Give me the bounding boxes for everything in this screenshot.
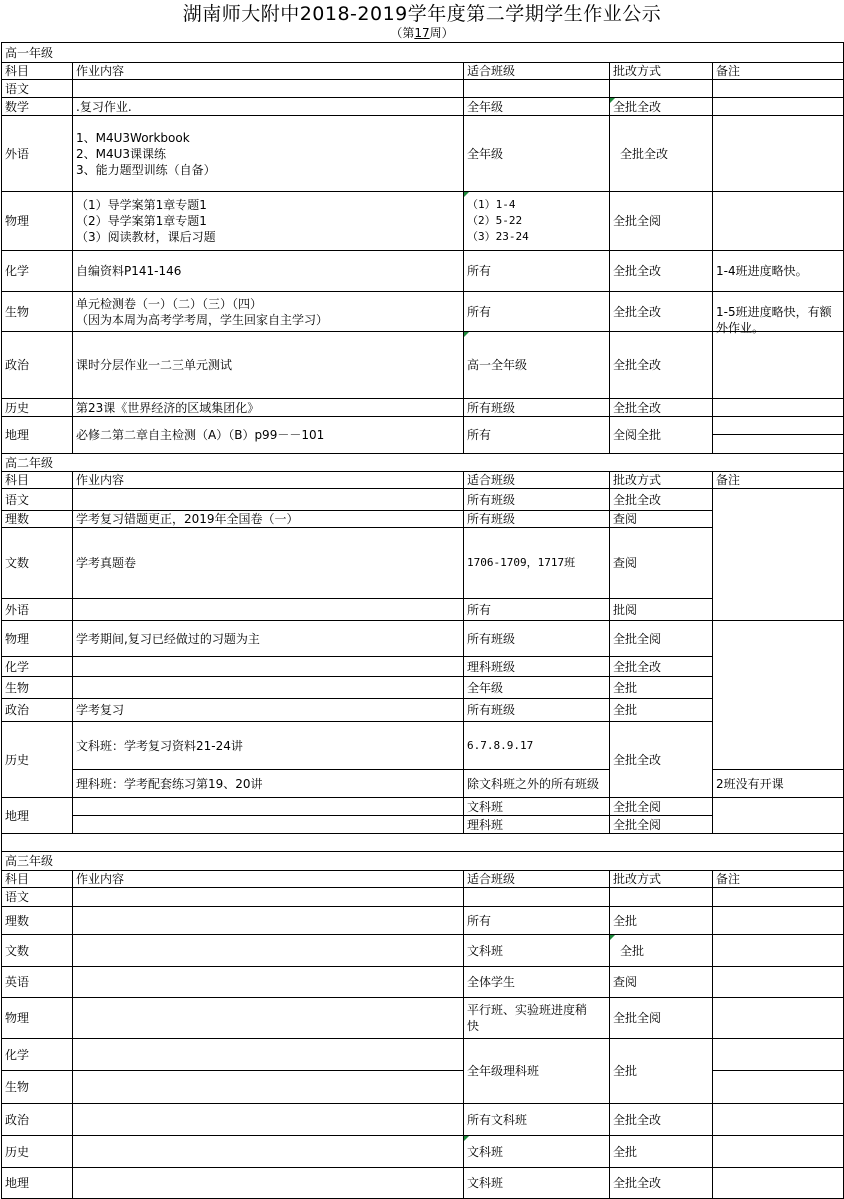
note-cell: 1-5班进度略快，有额外作业。 (716, 305, 832, 335)
method-cell: 全批 (620, 944, 645, 958)
column-header-method: 批改方式 (613, 64, 662, 78)
subject-cell: 数学 (5, 100, 30, 114)
note-cell (713, 943, 843, 959)
method-cell: 查阅 (613, 975, 638, 989)
grid-line (1, 250, 844, 251)
method-cell: 全批全改 (613, 753, 662, 767)
grid-line (712, 1070, 844, 1071)
content-cell: 必修二第二章自主检测（A）（B）p99－－101 (76, 428, 325, 442)
method-cell: 全批全改 (613, 1113, 662, 1127)
grade-divider (1, 42, 844, 43)
method-cell: 全批全阅 (613, 214, 662, 228)
method-cell: 全批 (613, 914, 638, 928)
grid-line (1, 97, 844, 98)
column-header-classes: 适合班级 (467, 872, 516, 886)
content-cell (73, 974, 463, 990)
note-cell (713, 1175, 843, 1191)
subject-cell: 政治 (5, 1113, 30, 1127)
content-cell (73, 1175, 463, 1191)
grid-line (1, 1070, 464, 1071)
classes-cell: 高一全年级 (467, 358, 528, 372)
grid-line (1, 656, 713, 657)
content-cell (73, 1079, 463, 1095)
classes-cell: 文科班 (467, 944, 504, 958)
grid-line (1, 966, 844, 967)
classes-cell: 全年级 (467, 681, 504, 695)
grid-line (1, 291, 844, 292)
classes-cell: 理科班 (467, 818, 504, 832)
classes-cell: 所有文科班 (467, 1113, 528, 1127)
grid-line (1, 79, 844, 80)
method-cell: 全批 (613, 1145, 638, 1159)
grid-line (1, 1135, 844, 1136)
method-cell: 全批全阅 (613, 800, 662, 814)
content-cell (73, 659, 463, 675)
content-cell (73, 943, 463, 959)
week-suffix: 周） (429, 26, 454, 40)
column-header-subject: 科目 (5, 64, 30, 78)
method-cell: 全批 (613, 703, 638, 717)
method-cell: 查阅 (613, 512, 638, 526)
grid-line (1, 1167, 844, 1168)
grid-line (72, 769, 610, 770)
subject-cell: 政治 (5, 703, 30, 717)
column-header-content: 作业内容 (76, 64, 125, 78)
classes-cell: 所有班级 (467, 632, 516, 646)
note-cell (713, 1079, 843, 1095)
method-cell: 全批全阅 (613, 1011, 662, 1025)
column-header-subject: 科目 (5, 872, 30, 886)
grade-title: 高一年级 (5, 46, 54, 60)
method-cell: 全批全改 (613, 1176, 662, 1190)
subject-cell: 历史 (5, 1145, 30, 1159)
subject-cell: 政治 (5, 358, 30, 372)
comment-marker (464, 332, 469, 337)
grid-line (1, 721, 713, 722)
comment-marker (610, 935, 615, 940)
subject-cell: 文数 (5, 556, 30, 570)
content-cell (73, 680, 463, 696)
classes-cell: 全年级 (467, 147, 504, 161)
content-cell (73, 81, 463, 97)
subject-cell: 理数 (5, 914, 30, 928)
method-cell: 全批全改 (613, 660, 662, 674)
classes-cell: 平行班、实验班进度稍 快 (467, 1003, 588, 1033)
subject-cell: 物理 (5, 632, 30, 646)
classes-cell (464, 889, 609, 905)
column-header-note: 备注 (716, 64, 741, 78)
column-header-note: 备注 (716, 872, 741, 886)
subject-cell: 地理 (5, 809, 30, 823)
method-cell: 全批全改 (613, 493, 662, 507)
column-header-classes: 适合班级 (467, 64, 516, 78)
subject-cell: 理数 (5, 512, 30, 526)
method-cell: 全批全改 (613, 305, 662, 319)
column-header-note: 备注 (716, 473, 741, 487)
grid-line (1, 527, 713, 528)
note-cell (713, 974, 843, 990)
method-cell: 全批全阅 (613, 632, 662, 646)
grid-line (1, 115, 844, 116)
grid-line (1, 698, 713, 699)
subject-cell: 化学 (5, 660, 30, 674)
content-cell (73, 1047, 463, 1063)
content-cell: （1）导学案第1章专题1 （2）导学案第1章专题1 （3）阅读教材，课后习题 (76, 198, 216, 244)
method-cell: 全阅全批 (613, 428, 662, 442)
subject-cell: 物理 (5, 214, 30, 228)
method-cell: 全批 (613, 681, 638, 695)
subject-cell: 文数 (5, 944, 30, 958)
classes-cell: 所有 (467, 305, 492, 319)
column-divider (609, 62, 610, 454)
classes-cell: 所有 (467, 914, 492, 928)
column-header-content: 作业内容 (76, 473, 125, 487)
classes-cell: 所有班级 (467, 401, 516, 415)
grid-line (1, 620, 844, 621)
content-cell: 文科班：学考复习资料21-24讲 (76, 739, 243, 753)
classes-cell: 文科班 (467, 1145, 504, 1159)
method-cell: 全批全改 (613, 358, 662, 372)
grid-line (1, 598, 713, 599)
content-cell: 学考真题卷 (76, 556, 137, 570)
content-cell (73, 913, 463, 929)
content-cell: .复习作业. (76, 100, 132, 114)
content-cell: 自编资料P141-146 (76, 264, 182, 278)
grid-line (1, 488, 844, 489)
classes-cell: 文科班 (467, 1176, 504, 1190)
note-cell (713, 427, 843, 443)
classes-cell: 全年级理科班 (467, 1064, 540, 1078)
grid-line (1, 833, 844, 834)
note-cell (713, 1010, 843, 1026)
content-cell (73, 1112, 463, 1128)
content-cell: 学考复习 (76, 703, 125, 717)
note-cell (713, 146, 843, 162)
note-cell (713, 99, 843, 115)
comment-marker (464, 1136, 469, 1141)
subject-cell: 历史 (5, 401, 30, 415)
note-cell (713, 1112, 843, 1128)
grade-divider (1, 453, 844, 454)
grid-line (1, 1038, 844, 1039)
classes-cell: 6.7.8.9.17 (467, 739, 534, 752)
method-cell: 查阅 (613, 556, 638, 570)
column-header-classes: 适合班级 (467, 473, 516, 487)
content-cell: 课时分层作业一二三单元测试 (76, 358, 233, 372)
subject-cell: 生物 (5, 305, 30, 319)
content-cell: 第23课《世界经济的区域集团化》 (76, 401, 260, 415)
note-cell: 1-4班进度略快。 (716, 264, 808, 278)
content-cell: 1、M4U3Workbook 2、M4U3课课练 3、能力题型训练（自备） (76, 131, 216, 177)
subject-cell: 化学 (5, 264, 30, 278)
grid-line (1, 676, 713, 677)
grade-title: 高二年级 (5, 456, 54, 470)
note-cell (713, 889, 843, 905)
grid-line (72, 815, 713, 816)
content-cell (73, 889, 463, 905)
week-prefix: （第 (390, 26, 415, 40)
content-cell: 单元检测卷（一）（二）（三）（四） （因为本周为高考学考周，学生回家自主学习） (76, 297, 329, 327)
subject-cell: 英语 (5, 975, 30, 989)
method-cell (610, 889, 712, 905)
method-cell: 全批全改 (613, 100, 662, 114)
note-cell: 2班没有开课 (716, 777, 784, 791)
grid-line (712, 797, 844, 798)
subject-cell: 化学 (5, 1048, 30, 1062)
column-header-content: 作业内容 (76, 872, 125, 886)
subject-cell: 生物 (5, 681, 30, 695)
subject-cell: 地理 (5, 428, 30, 442)
classes-cell: 所有 (467, 603, 492, 617)
classes-cell: 除文科班之外的所有班级 (467, 777, 600, 791)
classes-cell: 全年级 (467, 100, 504, 114)
classes-cell: 全体学生 (467, 975, 516, 989)
comment-marker (464, 192, 469, 197)
note-cell (713, 913, 843, 929)
subject-cell: 物理 (5, 1011, 30, 1025)
grid-line (1, 1103, 844, 1104)
note-cell (713, 357, 843, 373)
column-header-method: 批改方式 (613, 473, 662, 487)
grid-line (1, 934, 844, 935)
classes-cell: 所有 (467, 428, 492, 442)
grade-title: 高三年级 (5, 854, 54, 868)
column-divider (72, 62, 73, 454)
subject-cell: 地理 (5, 1176, 30, 1190)
grade-divider (1, 851, 844, 852)
classes-cell: （1）1-4 （2）5-22 （3）23-24 (467, 198, 529, 243)
page-title: 湖南师大附中2018-2019学年度第二学期学生作业公示 (182, 3, 662, 25)
comment-marker (610, 98, 615, 103)
classes-cell: 文科班 (467, 800, 504, 814)
grid-line (1, 906, 844, 907)
subject-cell: 生物 (5, 1080, 30, 1094)
method-cell: 批阅 (613, 603, 638, 617)
classes-cell: 1706-1709，1717班 (467, 556, 576, 569)
classes-cell: 所有班级 (467, 493, 516, 507)
subject-cell: 外语 (5, 147, 30, 161)
classes-cell (464, 81, 609, 97)
classes-cell: 理科班级 (467, 660, 516, 674)
grid-line (1, 997, 844, 998)
content-cell (73, 492, 463, 508)
subject-cell: 语文 (5, 82, 30, 96)
column-header-subject: 科目 (5, 473, 30, 487)
grid-line (712, 769, 844, 770)
column-divider (712, 62, 713, 454)
subject-cell: 语文 (5, 493, 30, 507)
grid-line (1, 416, 844, 417)
week-number: 17 (414, 26, 430, 40)
grid-line (1, 398, 844, 399)
column-header-method: 批改方式 (613, 872, 662, 886)
note-cell (713, 81, 843, 97)
method-cell (610, 81, 712, 97)
subject-cell: 语文 (5, 890, 30, 904)
method-cell: 全批 (613, 1064, 638, 1078)
content-cell (73, 1010, 463, 1026)
subject-cell: 历史 (5, 753, 30, 767)
content-cell: 理科班：学考配套练习第19、20讲 (76, 777, 263, 791)
classes-cell: 所有 (467, 264, 492, 278)
classes-cell: 所有班级 (467, 703, 516, 717)
grid-line (1, 887, 844, 888)
content-cell (73, 1144, 463, 1160)
content-cell: 学考复习错题更正，2019年全国卷（一） (76, 512, 299, 526)
column-divider (463, 62, 464, 454)
method-cell: 全批全阅 (613, 818, 662, 832)
note-cell (713, 1144, 843, 1160)
method-cell: 全批全改 (613, 401, 662, 415)
note-cell (713, 213, 843, 229)
method-cell: 全批全改 (620, 147, 669, 161)
content-cell (73, 602, 463, 618)
subject-cell: 外语 (5, 603, 30, 617)
note-cell (713, 1047, 843, 1063)
classes-cell: 所有班级 (467, 512, 516, 526)
note-cell (713, 400, 843, 416)
grid-line (1, 191, 844, 192)
content-cell: 学考期间,复习已经做过的习题为主 (76, 632, 260, 646)
method-cell: 全批全改 (613, 264, 662, 278)
